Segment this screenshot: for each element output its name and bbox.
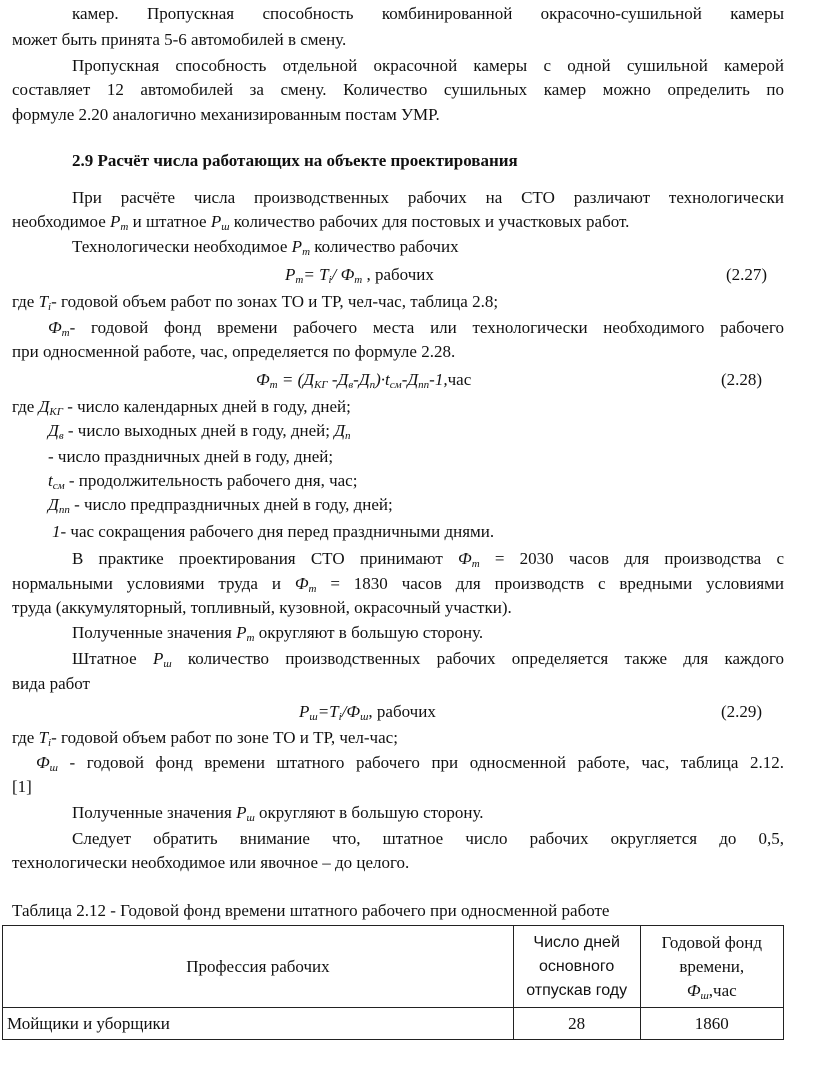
para2-line1: Пропускная способность отдельной окрасочной камеры с одной сушильной камерой	[72, 56, 784, 75]
table-row	[3, 1008, 784, 1040]
cell-vacation-days: 28	[513, 1008, 640, 1040]
para2-line3: формуле 2.20 аналогично механизированным постам УМР.	[12, 105, 440, 124]
section-title: 2.9 Расчёт числа работающих на объекте проектирования	[72, 151, 518, 170]
equation-2-28: $Ф_т = (Д_{КГ}$ $-Д_в-Д_п)\cdot t_{см}-Д_{пп}-1,час$	[256, 370, 472, 391]
para1-line2: может быть принята 5-6 автомобилей в смену.	[12, 30, 347, 49]
where-ti-1: где $T_i-$ годовой объем работ по зонах ТО и ТР, чел-час, таблица 2.8;	[12, 292, 499, 313]
para7-line2: вида работ	[12, 674, 90, 693]
para5-line1: В практике проектирования СТО принимают $Ф_т = 2030$ часов для производства с	[72, 549, 784, 570]
annual-fund-table	[2, 925, 784, 1040]
para1-line1: камер. Пропускная способность комбинированной окрасочно-сушильной камеры	[72, 4, 784, 23]
para6: Полученные значения $P_т$ округляют в большую сторону.	[72, 623, 484, 644]
para7-line1: Штатное $P_ш$ количество производственных рабочих определяется также для каждого	[72, 649, 784, 670]
def-one-hour: 1- час сокращения рабочего дня перед праздничными днями.	[52, 522, 495, 541]
where-ft-line1: $Ф_т-$ годовой фонд времени рабочего места или технологически необходимого рабочего	[48, 318, 784, 339]
def-dkg: где $Д_{КГ}$ - число календарных дней в году, дней;	[12, 397, 351, 418]
where-ft-line2: при односменной работе, час, определяется по формуле 2.28.	[12, 342, 456, 361]
where-fsh-line1: $Ф_ш$ - годовой фонд времени штатного рабочего при односменной работе, час, таблица 2.12.	[36, 753, 784, 774]
cell-annual-fund: 1860	[640, 1008, 784, 1040]
def-tsm: $t_{см}$ - продолжительность рабочего дня, час;	[48, 471, 358, 492]
equation-2-29: $P_ш=T_i/Ф_ш$, рабочих	[299, 702, 436, 723]
where-fsh-line2: [1]	[12, 777, 32, 796]
para4: Технологически необходимое $P_т$ количество рабочих	[72, 237, 459, 258]
para9-line1: Следует обратить внимание что, штатное число рабочих округляется до 0,5,	[72, 829, 784, 848]
header-vacation-days: Число дней основного отпускав году	[513, 926, 640, 1008]
header-annual-fund: Годовой фонд времени, $Ф_ш,час$	[640, 926, 784, 1008]
para9-line2: технологически необходимое или явочное – до целого.	[12, 853, 410, 872]
equation-number-2-29: (2.29)	[721, 702, 763, 721]
def-dv: $Д_в$ - число выходных дней в году, дней; $Д_п$	[48, 421, 351, 442]
para5-line2: нормальными условиями труда и $Ф_т = 1830$ часов для производств с вредными условиями	[12, 574, 784, 595]
para3-line2: необходимое $P_т$ и штатное $P_ш$ количество рабочих для постовых и участковых работ.	[12, 212, 630, 233]
equation-2-27: $P_т= T_i/$ $Ф_т$ , рабочих	[285, 265, 434, 286]
para3-line1: При расчёте числа производственных рабочих на СТО различают технологически	[72, 188, 784, 207]
para2-line2: составляет 12 автомобилей за смену. Количество сушильных камер можно определить по	[12, 80, 784, 99]
def-dpp: $Д_{пп}$ - число предпраздничных дней в году, дней;	[48, 495, 393, 516]
table-caption: Таблица 2.12 - Годовой фонд времени штатного рабочего при односменной работе	[12, 901, 610, 920]
def-dp: - число праздничных дней в году, дней;	[48, 447, 334, 466]
cell-profession: Мойщики и уборщики	[3, 1008, 514, 1040]
equation-number-2-27: (2.27)	[726, 265, 768, 284]
header-profession: Профессия рабочих	[3, 926, 514, 1008]
para5-line3: труда (аккумуляторный, топливный, кузовной, окрасочный участки).	[12, 598, 512, 617]
para8: Полученные значения $P_ш$ округляют в большую сторону.	[72, 803, 484, 824]
equation-number-2-28: (2.28)	[721, 370, 763, 389]
where-ti-2: где $T_i-$ годовой объем работ по зоне ТО и ТР, чел-час;	[12, 728, 398, 749]
table-header-row	[3, 926, 784, 1008]
